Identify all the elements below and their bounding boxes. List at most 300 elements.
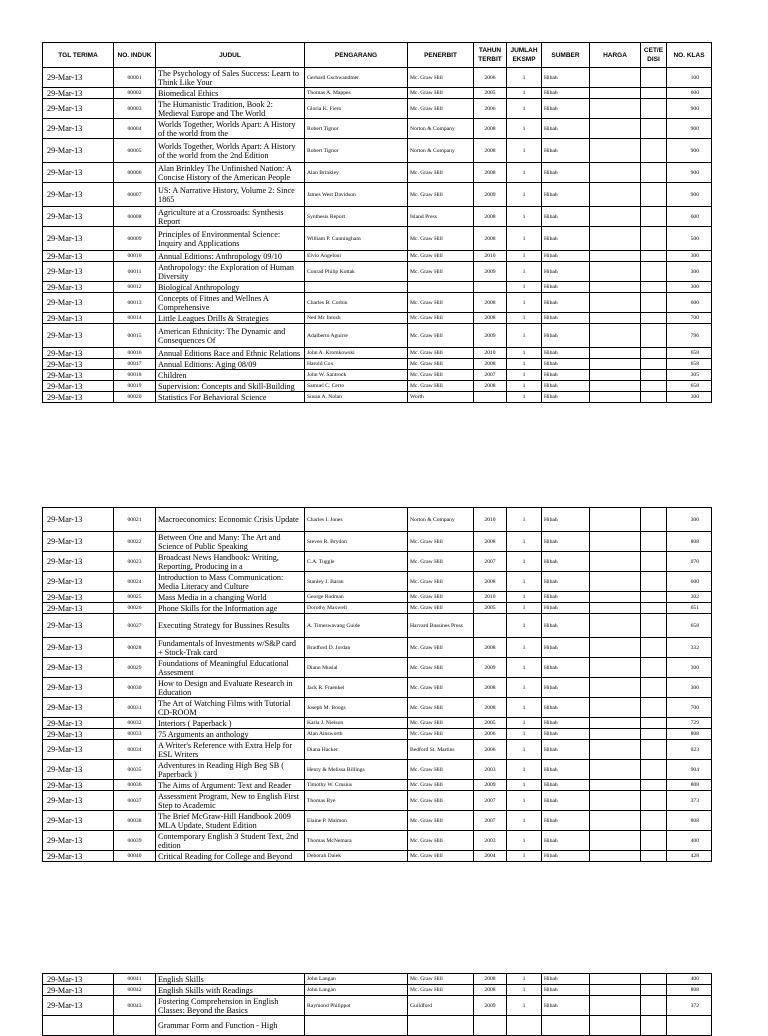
cell-penerbit: Mc. Graw Hill [408,603,474,614]
cell-no-klas: 900 [667,163,712,183]
cell-judul: Macroeconomics: Economic Crisis Update [156,508,305,532]
header-no-klas: NO. KLAS [667,43,712,68]
cell-tahun-terbit: 2007 [474,791,507,811]
cell-no-klas: 300 [667,262,712,282]
cell-cet-edisi [641,313,667,324]
cell-pengarang: Steven R. Brydon [305,532,408,552]
cell-jumlah-eksmp: 1 [507,780,542,791]
cell-harga [590,508,641,532]
cell-jumlah-eksmp: 1 [507,68,542,88]
cell-penerbit: Norton & Company [408,139,474,163]
cell-sumber: Hibah [542,88,590,99]
cell-harga [590,698,641,718]
table-row [43,262,712,282]
cell-cet-edisi [641,1016,667,1036]
cell-judul: English Skills with Readings [156,985,305,996]
cell-sumber: Hibah [542,985,590,996]
cell-penerbit: Mc. Graw Hill [408,572,474,592]
cell-pengarang [305,1016,408,1036]
cell-harga [590,718,641,729]
cell-harga [590,163,641,183]
cell-pengarang: Robert Tignor [305,139,408,163]
cell-pengarang: Susan A. Nolan [305,392,408,403]
table-row [43,348,712,359]
cell-no-induk: 00043 [114,996,156,1016]
cell-tgl-terima: 29-Mar-13 [43,851,114,862]
cell-sumber: Hibah [542,119,590,139]
cell-jumlah-eksmp: 1 [507,678,542,698]
table-row [43,381,712,392]
cell-penerbit: Mc. Graw Hill [408,88,474,99]
cell-no-induk: 00006 [114,163,156,183]
cell-no-induk: 00004 [114,119,156,139]
cell-cet-edisi [641,370,667,381]
cell-sumber: Hibah [542,996,590,1016]
cell-no-klas: 808 [667,729,712,740]
cell-jumlah-eksmp: 1 [507,163,542,183]
cell-cet-edisi [641,68,667,88]
cell-tgl-terima: 29-Mar-13 [43,592,114,603]
cell-cet-edisi [641,658,667,678]
cell-judul: A Writer's Reference with Extra Help for ESL Writers [156,740,305,760]
cell-tahun-terbit: 2008 [474,359,507,370]
cell-no-klas: 651 [667,603,712,614]
cell-no-induk: 00038 [114,811,156,831]
cell-sumber: Hibah [542,698,590,718]
cell-penerbit: Mc. Graw Hill [408,293,474,313]
cell-no-klas: 373 [667,791,712,811]
cell-cet-edisi [641,572,667,592]
cell-tahun-terbit: 2004 [474,851,507,862]
table-row [43,251,712,262]
cell-no-induk: 00022 [114,532,156,552]
cell-sumber: Hibah [542,207,590,227]
cell-no-klas: 600 [667,207,712,227]
cell-no-klas: 372 [667,996,712,1016]
cell-tgl-terima: 29-Mar-13 [43,572,114,592]
cell-penerbit: Norton & Company [408,508,474,532]
cell-harga [590,119,641,139]
cell-jumlah-eksmp: 1 [507,718,542,729]
cell-tgl-terima: 29-Mar-13 [43,614,114,638]
cell-penerbit: Mc. Graw Hill [408,985,474,996]
cell-cet-edisi [641,974,667,985]
table-row [43,996,712,1016]
table-row [43,359,712,370]
cell-no-induk: 00024 [114,572,156,592]
cell-jumlah-eksmp: 1 [507,359,542,370]
cell-harga [590,552,641,572]
cell-tgl-terima [43,1016,114,1036]
cell-no-klas: 300 [667,508,712,532]
cell-harga [590,780,641,791]
table-row [43,791,712,811]
cell-tgl-terima: 29-Mar-13 [43,638,114,658]
cell-judul: Annual Editions: Aging 08/09 [156,359,305,370]
cell-no-induk: 00011 [114,262,156,282]
cell-harga [590,831,641,851]
cell-penerbit: Mc. Graw Hill [408,760,474,780]
cell-no-induk: 00034 [114,740,156,760]
cell-jumlah-eksmp: 1 [507,392,542,403]
table-row [43,99,712,119]
cell-tahun-terbit: 2006 [474,68,507,88]
cell-jumlah-eksmp: 1 [507,996,542,1016]
cell-judul: Mass Media in a changing World [156,592,305,603]
table-row [43,552,712,572]
cell-harga [590,324,641,348]
cell-judul: Annual Editions: Anthropology 09/10 [156,251,305,262]
table-row [43,68,712,88]
cell-tahun-terbit: 2010 [474,348,507,359]
cell-tgl-terima: 29-Mar-13 [43,603,114,614]
cell-jumlah-eksmp: 1 [507,119,542,139]
cell-sumber: Hibah [542,678,590,698]
cell-tahun-terbit: 2009 [474,780,507,791]
cell-sumber: Hibah [542,658,590,678]
cell-no-klas: 600 [667,572,712,592]
cell-judul: Foundations of Meaningful Educational Assesment [156,658,305,678]
cell-penerbit: Mc. Graw Hill [408,251,474,262]
cell-jumlah-eksmp: 1 [507,614,542,638]
cell-penerbit: Mc. Graw Hill [408,262,474,282]
cell-pengarang: Alan Brinkley [305,163,408,183]
cell-tahun-terbit: 2007 [474,552,507,572]
cell-penerbit: Mc. Graw Hill [408,227,474,251]
cell-cet-edisi [641,348,667,359]
cell-judul: The Art of Watching Films with Tutorial CD-ROOM [156,698,305,718]
cell-penerbit: Mc. Graw Hill [408,831,474,851]
cell-tgl-terima: 29-Mar-13 [43,760,114,780]
cell-pengarang: Jack R. Fraenkel [305,678,408,698]
cell-jumlah-eksmp: 1 [507,729,542,740]
cell-pengarang: Alan Ainsworth [305,729,408,740]
cell-sumber: Hibah [542,729,590,740]
cell-jumlah-eksmp: 1 [507,831,542,851]
cell-judul: Fundamentals of Investments w/S&P card + Stock-Trak card [156,638,305,658]
cell-judul: US: A Narrative History, Volume 2: Since 1865 [156,183,305,207]
cell-harga [590,348,641,359]
header-sumber: SUMBER [542,43,590,68]
cell-no-induk: 00017 [114,359,156,370]
cell-no-induk: 00008 [114,207,156,227]
cell-jumlah-eksmp: 1 [507,262,542,282]
cell-judul: Annual Editions Race and Ethnic Relations [156,348,305,359]
cell-jumlah-eksmp: 1 [507,313,542,324]
cell-tgl-terima: 29-Mar-13 [43,780,114,791]
cell-penerbit: Mc. Graw Hill [408,99,474,119]
cell-pengarang: Samuel C. Certo [305,381,408,392]
cell-penerbit: Mc. Graw Hill [408,974,474,985]
cell-sumber: Hibah [542,811,590,831]
catalog-table-page-3 [42,973,712,1036]
cell-no-induk: 00030 [114,678,156,698]
cell-tahun-terbit: 2006 [474,740,507,760]
cell-judul: Statistics For Behavioral Science [156,392,305,403]
cell-no-klas: 900 [667,139,712,163]
cell-tahun-terbit: 2003 [474,831,507,851]
cell-no-klas: 904 [667,760,712,780]
cell-pengarang: Joseph M. Boogs [305,698,408,718]
cell-tahun-terbit: 2008 [474,207,507,227]
header-no-induk: NO. INDUK [114,43,156,68]
cell-penerbit: Mc. Graw Hill [408,658,474,678]
cell-jumlah-eksmp: 1 [507,348,542,359]
table-row [43,592,712,603]
cell-harga [590,678,641,698]
cell-tgl-terima: 29-Mar-13 [43,678,114,698]
cell-cet-edisi [641,614,667,638]
cell-tgl-terima: 29-Mar-13 [43,974,114,985]
cell-penerbit: Norton & Company [408,119,474,139]
cell-no-induk: 00026 [114,603,156,614]
table-row [43,183,712,207]
cell-cet-edisi [641,88,667,99]
cell-cet-edisi [641,638,667,658]
cell-tgl-terima: 29-Mar-13 [43,552,114,572]
cell-sumber: Hibah [542,552,590,572]
cell-judul: Between One and Many: The Art and Science of Public Speaking [156,532,305,552]
header-judul: JUDUL [156,43,305,68]
cell-no-induk: 00020 [114,392,156,403]
cell-sumber: Hibah [542,592,590,603]
cell-tahun-terbit [474,282,507,293]
cell-judul: Critical Reading for College and Beyond [156,851,305,862]
cell-penerbit: Mc. Graw Hill [408,359,474,370]
cell-cet-edisi [641,139,667,163]
header-cet-edisi: CET/E DISI [641,43,667,68]
cell-tahun-terbit: 2008 [474,227,507,251]
table-row [43,698,712,718]
cell-harga [590,1016,641,1036]
cell-tgl-terima: 29-Mar-13 [43,227,114,251]
cell-sumber: Hibah [542,324,590,348]
cell-harga [590,359,641,370]
cell-tgl-terima: 29-Mar-13 [43,740,114,760]
cell-penerbit: Mc. Graw Hill [408,348,474,359]
cell-cet-edisi [641,324,667,348]
cell-harga [590,293,641,313]
cell-judul: Interiors ( Paperback ) [156,718,305,729]
cell-jumlah-eksmp [507,1016,542,1036]
cell-cet-edisi [641,508,667,532]
cell-tgl-terima: 29-Mar-13 [43,718,114,729]
cell-judul: Contemporary English 3 Student Text, 2nd edition [156,831,305,851]
cell-tahun-terbit [474,1016,507,1036]
cell-no-induk: 00036 [114,780,156,791]
cell-tgl-terima: 29-Mar-13 [43,282,114,293]
cell-no-induk: 00018 [114,370,156,381]
cell-harga [590,88,641,99]
cell-tahun-terbit: 2009 [474,183,507,207]
cell-cet-edisi [641,698,667,718]
cell-cet-edisi [641,603,667,614]
table-row [43,119,712,139]
cell-harga [590,592,641,603]
cell-tahun-terbit: 2009 [474,996,507,1016]
table-row [43,139,712,163]
cell-cet-edisi [641,207,667,227]
cell-no-induk: 00033 [114,729,156,740]
cell-tahun-terbit: 2008 [474,974,507,985]
table-row [43,370,712,381]
cell-harga [590,282,641,293]
table-row [43,572,712,592]
table-row [43,658,712,678]
table-row [43,985,712,996]
cell-tahun-terbit: 2008 [474,638,507,658]
header-pengarang: PENGARANG [305,43,408,68]
cell-penerbit: Mc. Graw Hill [408,678,474,698]
cell-no-induk: 00014 [114,313,156,324]
cell-harga [590,811,641,831]
cell-pengarang: Thomas A. Mappes [305,88,408,99]
cell-jumlah-eksmp: 1 [507,183,542,207]
table-row [43,282,712,293]
cell-cet-edisi [641,996,667,1016]
cell-sumber: Hibah [542,740,590,760]
cell-sumber: Hibah [542,791,590,811]
cell-penerbit: Mc. Graw Hill [408,163,474,183]
header-harga: HARGA [590,43,641,68]
cell-penerbit: Mc. Graw Hill [408,370,474,381]
cell-no-klas: 729 [667,718,712,729]
cell-cet-edisi [641,227,667,251]
cell-tahun-terbit: 2009 [474,262,507,282]
cell-jumlah-eksmp: 1 [507,638,542,658]
cell-cet-edisi [641,381,667,392]
cell-sumber: Hibah [542,227,590,251]
cell-cet-edisi [641,532,667,552]
cell-no-klas: 658 [667,381,712,392]
cell-pengarang: C.A. Tuggle [305,552,408,572]
cell-sumber: Hibah [542,68,590,88]
cell-pengarang: Robert Tignor [305,119,408,139]
cell-no-klas: 300 [667,658,712,678]
table-row [43,831,712,851]
cell-sumber: Hibah [542,974,590,985]
cell-sumber: Hibah [542,183,590,207]
cell-penerbit: Mc. Graw Hill [408,68,474,88]
cell-pengarang: Diann Musial [305,658,408,678]
cell-cet-edisi [641,985,667,996]
cell-cet-edisi [641,99,667,119]
cell-jumlah-eksmp: 1 [507,974,542,985]
cell-cet-edisi [641,760,667,780]
cell-tahun-terbit: 2007 [474,370,507,381]
cell-cet-edisi [641,718,667,729]
cell-cet-edisi [641,183,667,207]
cell-pengarang: Thomas McNemara [305,831,408,851]
cell-sumber: Hibah [542,603,590,614]
cell-no-klas: 600 [667,293,712,313]
cell-jumlah-eksmp: 1 [507,508,542,532]
cell-penerbit: Mc. Graw Hill [408,718,474,729]
cell-no-induk: 00007 [114,183,156,207]
cell-cet-edisi [641,678,667,698]
cell-pengarang: John W. Santrock [305,370,408,381]
cell-penerbit: Mc. Graw Hill [408,780,474,791]
cell-tgl-terima: 29-Mar-13 [43,508,114,532]
cell-harga [590,614,641,638]
cell-judul: The Brief McGraw-Hill Handbook 2009 MLA Update, Student Edition [156,811,305,831]
cell-judul: Broadcast News Handbook: Writing, Reporting, Producing in a [156,552,305,572]
cell-no-klas [667,1016,712,1036]
cell-cet-edisi [641,791,667,811]
cell-no-klas: 900 [667,99,712,119]
cell-tgl-terima: 29-Mar-13 [43,183,114,207]
cell-sumber: Hibah [542,392,590,403]
cell-sumber: Hibah [542,572,590,592]
header-penerbit: PENERBIT [408,43,474,68]
cell-judul: Agriculture at a Crossroads: Synthesis Report [156,207,305,227]
table-row [43,729,712,740]
cell-judul: Little Leagues Drills & Strategies [156,313,305,324]
table-row [43,740,712,760]
cell-judul: The Aims of Argument: Text and Reader [156,780,305,791]
cell-jumlah-eksmp: 1 [507,760,542,780]
cell-tgl-terima: 29-Mar-13 [43,729,114,740]
table-row [43,163,712,183]
cell-no-klas: 796 [667,324,712,348]
cell-jumlah-eksmp: 1 [507,851,542,862]
cell-jumlah-eksmp: 1 [507,791,542,811]
cell-tahun-terbit: 2010 [474,508,507,532]
cell-sumber [542,1016,590,1036]
cell-no-induk: 00012 [114,282,156,293]
cell-jumlah-eksmp: 1 [507,552,542,572]
cell-penerbit: Mc. Graw Hill [408,811,474,831]
cell-no-klas: 900 [667,119,712,139]
cell-no-klas: 400 [667,831,712,851]
cell-judul: The Psychology of Sales Success: Learn to Think Like Your [156,68,305,88]
cell-sumber: Hibah [542,851,590,862]
table-row [43,603,712,614]
cell-tahun-terbit: 2009 [474,324,507,348]
cell-tahun-terbit: 2008 [474,313,507,324]
catalog-table-page-2 [42,507,712,862]
catalog-table-page-1 [42,42,712,403]
table-row [43,638,712,658]
cell-no-klas: 700 [667,313,712,324]
table-row [43,678,712,698]
cell-sumber: Hibah [542,163,590,183]
cell-pengarang: Ned Mc Intosh [305,313,408,324]
cell-no-klas: 332 [667,638,712,658]
cell-tahun-terbit [474,614,507,638]
cell-no-induk: 00013 [114,293,156,313]
cell-jumlah-eksmp: 1 [507,227,542,251]
cell-cet-edisi [641,780,667,791]
cell-harga [590,603,641,614]
cell-penerbit: Mc. Graw Hill [408,381,474,392]
cell-tgl-terima: 29-Mar-13 [43,139,114,163]
cell-pengarang: John Langan [305,974,408,985]
cell-tgl-terima: 29-Mar-13 [43,313,114,324]
cell-penerbit: Mc. Graw Hill [408,592,474,603]
cell-cet-edisi [641,119,667,139]
cell-pengarang: Charles B. Corbin [305,293,408,313]
cell-no-klas: 808 [667,532,712,552]
cell-tahun-terbit: 2008 [474,678,507,698]
cell-pengarang: Bradford D. Jordan [305,638,408,658]
table-row [43,392,712,403]
cell-pengarang: A. Timeswavang Guide [305,614,408,638]
cell-penerbit: Mc. Graw Hill [408,324,474,348]
cell-pengarang: John A. Kromkowski [305,348,408,359]
cell-tgl-terima: 29-Mar-13 [43,99,114,119]
cell-pengarang: Charles I. Jones [305,508,408,532]
